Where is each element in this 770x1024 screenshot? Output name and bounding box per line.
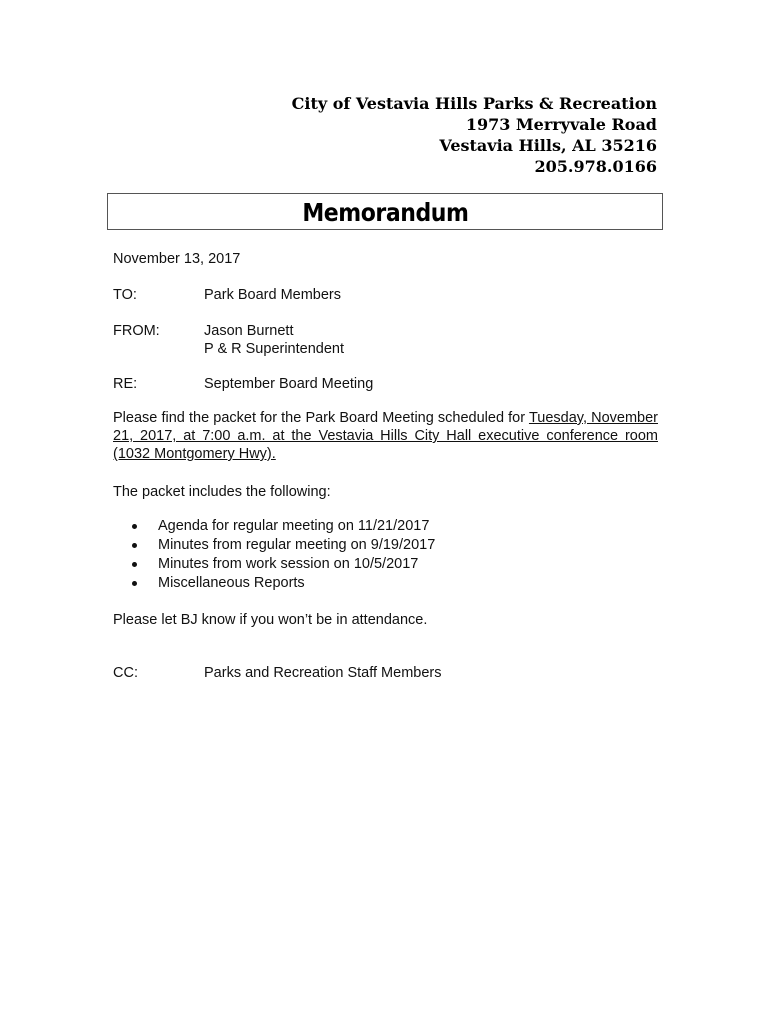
list-item-text: Minutes from work session on 10/5/2017 [158, 556, 419, 572]
closing-note: Please let BJ know if you won’t be in attendance. [113, 612, 428, 628]
packet-intro: The packet includes the following: [113, 484, 331, 500]
re-label: RE: [113, 376, 138, 392]
meeting-details: Tuesday, November 21, 2017, at 7:00 a.m. at the Vestavia Hills City Hall executive conference room (1032 Montgomery Hwy). [113, 410, 658, 462]
list-item-text: Agenda for regular meeting on 11/21/2017 [158, 518, 430, 534]
memo-title: Memorandum [301, 198, 469, 227]
re-value: September Board Meeting [204, 376, 374, 392]
list-item [130, 536, 435, 555]
org-name: City of Vestavia Hills Parks & Recreation [291, 94, 657, 113]
list-item [130, 555, 435, 574]
paragraph-lead: Please find the packet for the Park Board Meeting scheduled for [113, 410, 529, 426]
street-address: 1973 Merryvale Road [465, 115, 657, 134]
memo-date: November 13, 2017 [113, 251, 241, 267]
to-label: TO: [113, 287, 137, 303]
memo-title-box [107, 193, 663, 230]
bullet-icon [132, 581, 137, 586]
to-value: Park Board Members [204, 287, 341, 303]
letterhead [250, 93, 657, 177]
bullet-icon [132, 524, 137, 529]
from-title: P & R Superintendent [204, 341, 344, 357]
cc-label: CC: [113, 665, 138, 681]
bullet-icon [132, 543, 137, 548]
bullet-icon [132, 562, 137, 567]
cc-value: Parks and Recreation Staff Members [204, 665, 442, 681]
phone-number: 205.978.0166 [534, 157, 657, 176]
list-item-text: Minutes from regular meeting on 9/19/2017 [158, 537, 436, 553]
from-name: Jason Burnett [204, 323, 294, 339]
memo-paragraph [113, 409, 658, 463]
from-label: FROM: [113, 323, 160, 339]
packet-list [130, 517, 435, 593]
list-item [130, 517, 435, 536]
city-state-zip: Vestavia Hills, AL 35216 [439, 136, 657, 155]
list-item-text: Miscellaneous Reports [158, 575, 305, 591]
list-item [130, 574, 435, 593]
